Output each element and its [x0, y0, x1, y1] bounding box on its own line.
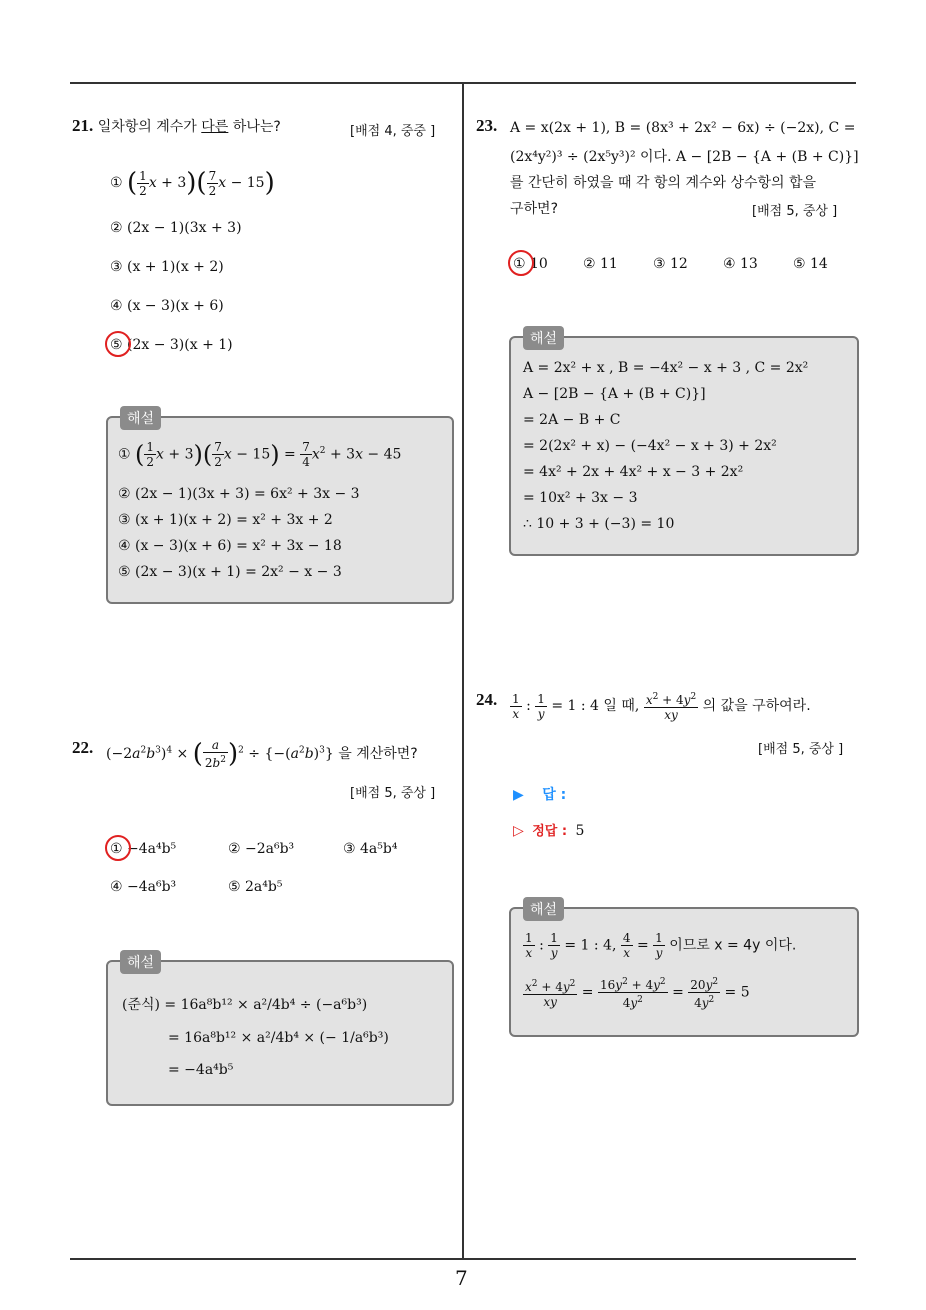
q22-solution-line-3: = −4a⁴b⁵	[168, 1062, 234, 1078]
q23-answer-mark	[508, 250, 534, 276]
q23-line-3: 를 간단히 하였을 때 각 항의 계수와 상수항의 합을	[510, 175, 817, 191]
q24-text-post: 의 값을 구하여라.	[698, 698, 811, 714]
q21-question	[72, 116, 281, 136]
q21-solution-tag: 해설	[120, 406, 161, 430]
q22-option-2[interactable]: ② −2a⁶b³	[228, 841, 295, 857]
q23-solution-tag: 해설	[523, 326, 564, 350]
q24-correct-label: 정답 :	[532, 824, 568, 839]
q21-option-1[interactable]: ① ( $\frac{1}{2}$ x + 3)( $\frac{7}{2}$ x − 15)	[110, 168, 275, 198]
q23-solution-line-5: = 4x² + 2x + 4x² + x − 3 + 2x²	[523, 464, 744, 480]
q24-sol-line2-end: = 5	[720, 984, 750, 1001]
q23-number: 23.	[476, 116, 498, 135]
q21-solution-line-3: ③ (x + 1)(x + 2) = x² + 3x + 2	[118, 512, 333, 528]
page-number: 7	[455, 1266, 468, 1290]
q21-text-pre: 일차항의 계수가	[97, 119, 202, 135]
q22-option-4[interactable]: ④ −4a⁶b³	[110, 879, 177, 895]
q23-line-1: A = x(2x + 1), B = (8x³ + 2x² − 6x) ÷ (−2x), C =	[510, 120, 856, 136]
q21-solution-line-4: ④ (x − 3)(x + 6) = x² + 3x − 18	[118, 538, 342, 554]
q21-number: 21.	[72, 116, 94, 135]
q23-option-2[interactable]: ② 11	[583, 256, 618, 272]
q22-solution-tag: 해설	[120, 950, 161, 974]
q23-option-1[interactable]: ① 10	[513, 256, 548, 272]
q22-score: [배점 5, 중상 ]	[350, 786, 436, 801]
column-divider	[462, 84, 464, 1259]
q21-text-underlined: 다른	[201, 119, 229, 135]
q24-score: [배점 5, 중상 ]	[758, 742, 844, 757]
q21-solution-line-2: ② (2x − 1)(3x + 3) = 6x² + 3x − 3	[118, 486, 360, 502]
q24-solution-line-1: $\frac{1}{x}$ : $\frac{1}{y}$ = 1 : 4, $\frac{4}{x}$ = $\frac{1}{y}$ 이므로 x = 4y 이다.	[525, 931, 797, 960]
q22-text-post: 을 계산하면?	[333, 746, 418, 762]
q21-option-4[interactable]: ④ (x − 3)(x + 6)	[110, 298, 224, 314]
q22-option-5[interactable]: ⑤ 2a⁴b⁵	[228, 879, 283, 895]
q24-answer-input[interactable]	[580, 782, 780, 802]
q22-solution-box	[106, 955, 454, 1106]
q24-sol-line1-post: 이므로 x = 4y 이다.	[664, 937, 797, 954]
q21-option-5[interactable]: ⑤ (2x − 3)(x + 1)	[110, 337, 233, 353]
bottom-rule	[70, 1258, 856, 1260]
q21-option-3[interactable]: ③ (x + 1)(x + 2)	[110, 259, 224, 275]
q23-solution-line-1: A = 2x² + x , B = −4x² − x + 3 , C = 2x²	[523, 360, 809, 376]
q24-solution-box	[509, 902, 859, 1037]
q22-solution-line-2: = 16a⁸b¹² × a²/4b⁴ × (− 1/a⁶b³)	[168, 1030, 389, 1046]
q22-number: 22.	[72, 738, 94, 757]
q22-option-3[interactable]: ③ 4a⁵b⁴	[343, 841, 398, 857]
correct-arrow-icon: ▷	[513, 823, 524, 839]
q24-sol-line1-mid: = 1 : 4,	[559, 937, 621, 954]
q24-text-mid: = 1 : 4 일 때,	[546, 698, 644, 714]
q24-solution-tag: 해설	[523, 897, 564, 921]
q23-option-4[interactable]: ④ 13	[723, 256, 758, 272]
q23-line-4: 구하면?	[510, 201, 559, 217]
q21-score: [배점 4, 중중 ]	[350, 124, 436, 139]
q24-number: 24.	[476, 690, 498, 709]
q22-answer-mark	[105, 835, 131, 861]
answer-arrow-icon: ▶	[513, 787, 524, 803]
q21-text-post: 하나는?	[228, 119, 281, 135]
q23-score: [배점 5, 중상 ]	[752, 204, 838, 219]
q24-solution-line-2: $\frac{x^2 + 4y^2}{xy}$ = $\frac{16y^2 + 4y^2}{4y^2}$ = $\frac{20y^2}{4y^2}$ = 5	[525, 977, 750, 1010]
q24-answer-label: 답 :	[542, 787, 567, 803]
q23-solution-line-3: = 2A − B + C	[523, 412, 621, 428]
q23-option-5[interactable]: ⑤ 14	[793, 256, 828, 272]
q23-option-3[interactable]: ③ 12	[653, 256, 688, 272]
q21-solution-line-5: ⑤ (2x − 3)(x + 1) = 2x² − x − 3	[118, 564, 342, 580]
q23-solution-line-4: = 2(2x² + x) − (−4x² − x + 3) + 2x²	[523, 438, 777, 454]
q21-solution-line-1: ① ( $\frac{1}{2}$ x + 3)( $\frac{7}{2}$ x − 15) = $\frac{7}{4}$ $x^2 + 3x - 45$	[118, 440, 402, 469]
q23-solution-line-6: = 10x² + 3x − 3	[523, 490, 638, 506]
q24-correct-value: 5	[575, 823, 585, 839]
q22-question: $(-2a^2b^3)^4$ × ( $\frac{a}{2b^2}$ )$^2 \div \{-(a^2b)^3\}$ 을 계산하면?	[106, 738, 418, 770]
q23-solution-line-2: A − [2B − {A + (B + C)}]	[523, 386, 706, 402]
q23-solution-line-7: ∴ 10 + 3 + (−3) = 10	[523, 516, 675, 532]
q24-question: $\frac{1}{x}$ : $\frac{1}{y}$ = 1 : 4 일 때, $\frac{x^2 + 4y^2}{xy}$ 의 값을 구하여라.	[512, 691, 811, 722]
q23-solution-box	[509, 331, 859, 556]
q21-solution-box	[106, 411, 454, 604]
q21-answer-mark	[105, 331, 131, 357]
q24-answer-row	[513, 784, 566, 804]
q24-correct-row	[513, 820, 584, 839]
q22-option-1[interactable]: ① −4a⁴b⁵	[110, 841, 177, 857]
q21-option-2[interactable]: ② (2x − 1)(3x + 3)	[110, 220, 242, 236]
q23-line-2: (2x⁴y²)³ ÷ (2x⁵y³)² 이다. A − [2B − {A + (B + C)}]	[510, 149, 859, 165]
q22-solution-line-1: (준식) = 16a⁸b¹² × a²/4b⁴ ÷ (−a⁶b³)	[122, 997, 368, 1013]
